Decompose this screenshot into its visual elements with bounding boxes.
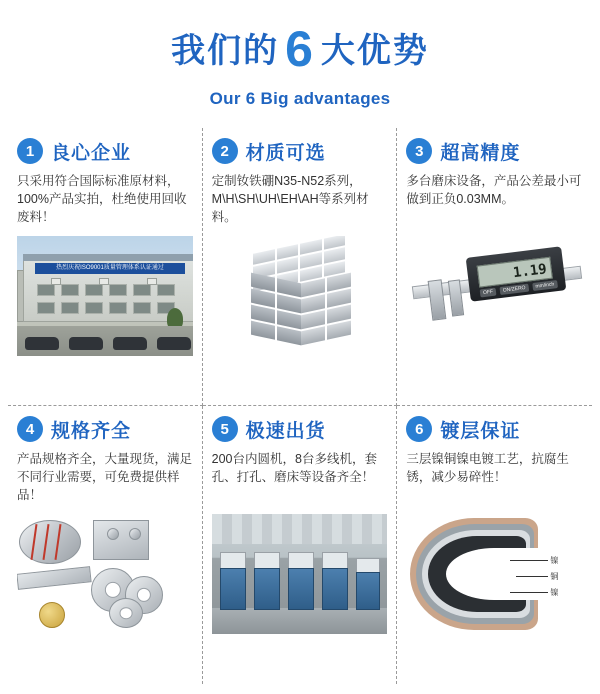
advantage-5-description: 200台内圆机，8台多线机，套孔、打孔、磨床等设备齐全！	[211, 452, 377, 485]
advantage-1-number-badge: 1	[17, 138, 43, 164]
advantage-5-title: 极速出货	[245, 420, 326, 442]
callout-line	[516, 576, 548, 577]
advantage-2-title: 材质可选	[245, 142, 326, 164]
grinding-machine	[356, 572, 380, 610]
advantage-3-title: 超高精度	[440, 142, 521, 164]
workshop-ceiling	[212, 514, 388, 544]
caliper-button-unit: mm/inch	[532, 280, 558, 291]
countersunk-hole	[107, 528, 119, 540]
advantage-card-4	[8, 406, 203, 684]
grinding-machine	[254, 568, 280, 610]
advantage-4-number-badge: 4	[17, 416, 43, 442]
advantage-4-header	[17, 414, 193, 444]
factory-window	[37, 302, 55, 314]
coating-cross-section-photo	[406, 514, 583, 634]
assorted-magnets-photo	[17, 514, 193, 634]
magnet-cube-photo	[212, 236, 388, 356]
advantage-6-header	[406, 414, 583, 444]
parked-car	[113, 337, 147, 350]
block-magnet	[93, 520, 149, 560]
factory-roof	[23, 254, 193, 261]
air-conditioner-unit	[147, 278, 157, 285]
factory-window	[109, 284, 127, 296]
factory-window	[157, 284, 175, 296]
advantage-4-description: 产品规格齐全，大量现货，满足不同行业需要，可免费提供样品！	[17, 452, 193, 503]
parked-car	[69, 337, 103, 350]
advantage-4-title: 规格齐全	[51, 420, 132, 442]
title-suffix: 大优势	[320, 32, 429, 70]
advantage-3-description: 多台磨床设备，产品公差最小可做到正负0.03MM。	[406, 174, 582, 207]
caliper-body	[466, 246, 567, 301]
advantage-card-1	[8, 128, 203, 406]
coating-label-inner-nickel: 镍	[550, 588, 559, 597]
advantage-card-2	[203, 128, 398, 406]
air-conditioner-unit	[51, 278, 61, 285]
advantage-5-header	[212, 414, 388, 444]
advantage-card-6	[397, 406, 592, 684]
factory-window	[133, 302, 151, 314]
callout-line	[510, 592, 548, 593]
parked-car	[25, 337, 59, 350]
title-prefix: 我们的	[171, 32, 280, 70]
workshop-floor	[212, 608, 388, 634]
parked-car	[157, 337, 191, 350]
digital-caliper-photo	[406, 236, 583, 356]
advantages-grid	[8, 128, 592, 684]
countersunk-hole	[129, 528, 141, 540]
bar-magnet	[17, 566, 92, 590]
workshop-machines-photo	[212, 514, 388, 634]
coating-label-outer-nickel: 镍	[550, 556, 559, 565]
factory-window	[61, 284, 79, 296]
coating-label-copper: 铜	[550, 572, 559, 581]
advantage-5-number-badge: 5	[212, 416, 238, 442]
advantage-1-description: 只采用符合国际标准原材料，100%产品实拍，杜绝使用回收废料！	[17, 174, 187, 225]
caliper-display: 1.19	[477, 257, 553, 288]
factory-window	[37, 284, 55, 296]
callout-line	[510, 560, 548, 561]
advantage-6-title: 镀层保证	[440, 420, 521, 442]
advantage-3-header	[406, 136, 583, 166]
magnet-cube	[239, 244, 359, 348]
factory-window	[61, 302, 79, 314]
advantage-2-description: 定制钕铁硼N35-N52系列，M\H\SH\UH\EH\AH等系列材料。	[211, 174, 369, 225]
factory-window	[133, 284, 151, 296]
factory-window	[109, 302, 127, 314]
cube-right-face	[301, 273, 351, 346]
air-conditioner-unit	[99, 278, 109, 285]
factory-window	[85, 284, 103, 296]
advantage-3-number-badge: 3	[406, 138, 432, 164]
caliper-button-off: OFF	[480, 288, 497, 298]
cube-left-face	[251, 273, 301, 346]
grinding-machine	[220, 568, 246, 610]
factory-banner: 热烈庆祝ISO9001质量管理体系认证通过	[35, 263, 185, 274]
title-number: 6	[285, 21, 315, 77]
page-title	[0, 22, 600, 77]
advantage-6-description: 三层镍铜镍电镀工艺，抗腐生锈，减少易碎性！	[406, 452, 569, 485]
advantage-card-5	[203, 406, 398, 684]
coin-for-scale	[39, 602, 65, 628]
disc-magnet	[19, 520, 81, 564]
advantage-2-header	[212, 136, 388, 166]
advantage-2-number-badge: 2	[212, 138, 238, 164]
caliper-button-zero: ON/ZERO	[500, 284, 530, 295]
advantage-1-header	[17, 136, 193, 166]
ring-magnet	[109, 598, 143, 628]
factory-window	[85, 302, 103, 314]
poster-header	[0, 0, 600, 109]
advantage-card-3	[397, 128, 592, 406]
grinding-machine	[322, 568, 348, 610]
advantage-1-title: 良心企业	[51, 142, 132, 164]
factory-building-photo	[17, 236, 193, 356]
advantage-6-number-badge: 6	[406, 416, 432, 442]
page-subtitle: Our 6 Big advantages	[209, 89, 391, 108]
grinding-machine	[288, 568, 314, 610]
